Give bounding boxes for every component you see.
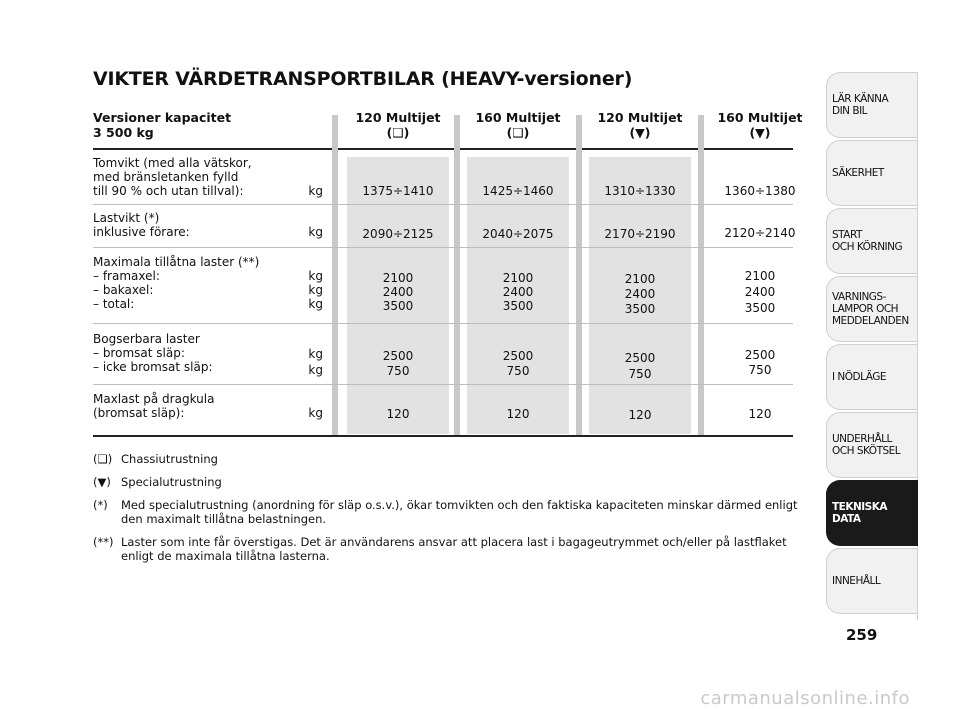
sidebar-line: VARNINGS- bbox=[832, 291, 886, 303]
value-cell: 3500 bbox=[382, 299, 414, 313]
footnote-symbol: (**) bbox=[93, 535, 114, 549]
sidebar-line: INNEHÅLL bbox=[832, 575, 881, 587]
unit-kg: kg bbox=[308, 225, 323, 239]
value-cell: 2040÷2075 bbox=[482, 227, 554, 241]
column-header-4 bbox=[705, 110, 815, 140]
column-bar-3 bbox=[576, 115, 582, 437]
unit-kg: kg bbox=[308, 283, 323, 297]
sidebar-line: TEKNISKA DATA bbox=[832, 501, 887, 525]
footnotes bbox=[93, 452, 813, 572]
footnote bbox=[93, 535, 813, 563]
column-bar-2 bbox=[454, 115, 460, 437]
column-header-name: 120 Multijet bbox=[597, 110, 683, 125]
sidebar-line: START bbox=[832, 229, 862, 241]
header-label bbox=[93, 110, 231, 140]
sidebar-item-innehall[interactable] bbox=[826, 548, 918, 614]
sidebar-line: SÄKERHET bbox=[832, 167, 884, 179]
column-header-symbol: (▼) bbox=[749, 125, 771, 140]
row-label-line: Tomvikt (med alla vätskor, bbox=[93, 156, 252, 170]
page-number: 259 bbox=[846, 626, 878, 644]
unit-kg: kg bbox=[308, 347, 323, 361]
footnote-text: Specialutrustning bbox=[121, 475, 222, 489]
column-header-2 bbox=[463, 110, 573, 140]
unit-kg: kg bbox=[308, 184, 323, 198]
row-separator bbox=[93, 247, 793, 248]
row-label-lastvikt bbox=[93, 211, 325, 239]
row-label-line: – icke bromsat släp: bbox=[93, 360, 213, 374]
column-header-name: 160 Multijet bbox=[475, 110, 561, 125]
value-cell: 120 bbox=[748, 407, 772, 421]
column-header-3 bbox=[585, 110, 695, 140]
row-label-tomvikt bbox=[93, 156, 325, 198]
footnote bbox=[93, 498, 813, 526]
sidebar-item-label bbox=[832, 167, 884, 179]
value-cell: 1375÷1410 bbox=[362, 184, 434, 198]
sidebar-item-nodlage[interactable] bbox=[826, 344, 918, 410]
header-label-line2: 3 500 kg bbox=[93, 125, 154, 140]
row-label-line: Lastvikt (*) bbox=[93, 211, 160, 225]
sidebar-item-label bbox=[832, 93, 888, 117]
unit-kg: kg bbox=[308, 269, 323, 283]
sidebar-line: LÄR KÄNNA bbox=[832, 93, 889, 105]
sidebar-line: I NÖDLÄGE bbox=[832, 371, 886, 383]
value-cell: 2500 bbox=[744, 348, 776, 362]
sidebar-item-label bbox=[832, 433, 900, 457]
column-header-symbol: (▼) bbox=[629, 125, 651, 140]
unit-kg: kg bbox=[308, 406, 323, 420]
footnote bbox=[93, 475, 813, 489]
row-label-line: – total: bbox=[93, 297, 135, 311]
row-label-line: – framaxel: bbox=[93, 269, 160, 283]
sidebar-item-lar-kanna[interactable] bbox=[826, 72, 918, 138]
row-label-maxlast bbox=[93, 255, 325, 311]
row-label-line: Maximala tillåtna laster (**) bbox=[93, 255, 260, 269]
watermark: carmanualsonline.info bbox=[700, 688, 910, 709]
row-label-line: Bogserbara laster bbox=[93, 332, 200, 346]
column-bar-1 bbox=[332, 115, 338, 437]
value-cell: 750 bbox=[506, 364, 530, 378]
value-cell: 1310÷1330 bbox=[604, 184, 676, 198]
sidebar-item-label bbox=[832, 501, 918, 525]
sidebar-line: MEDDELANDEN bbox=[832, 315, 909, 327]
sidebar-item-sakerhet[interactable] bbox=[826, 140, 918, 206]
column-header-name: 160 Multijet bbox=[717, 110, 803, 125]
sidebar-item-tekniska-data[interactable] bbox=[826, 480, 918, 546]
value-cell: 750 bbox=[628, 367, 652, 381]
value-cell: 3500 bbox=[502, 299, 534, 313]
value-cell: 120 bbox=[506, 407, 530, 421]
column-header-1 bbox=[343, 110, 453, 140]
value-cell: 750 bbox=[386, 364, 410, 378]
value-cell: 750 bbox=[748, 363, 772, 377]
value-cell: 2500 bbox=[624, 351, 656, 365]
row-label-line: med bränsletanken fylld bbox=[93, 170, 239, 184]
footnote bbox=[93, 452, 813, 466]
value-cell: 2400 bbox=[624, 287, 656, 301]
sidebar-item-varnings[interactable] bbox=[826, 276, 918, 342]
row-label-dragkula bbox=[93, 392, 325, 420]
unit-kg: kg bbox=[308, 297, 323, 311]
value-cell: 2100 bbox=[502, 271, 534, 285]
value-cell: 3500 bbox=[744, 301, 776, 315]
footnote-symbol: (▼) bbox=[93, 475, 111, 489]
row-separator bbox=[93, 384, 793, 385]
sidebar-item-label bbox=[832, 229, 902, 253]
header-rule bbox=[93, 148, 793, 150]
sidebar-item-label bbox=[832, 291, 909, 327]
column-bar-4 bbox=[698, 115, 704, 437]
sidebar-line: OCH SKÖTSEL bbox=[832, 445, 901, 457]
unit-kg: kg bbox=[308, 363, 323, 377]
row-label-line: Maxlast på dragkula bbox=[93, 392, 215, 406]
column-header-symbol: (❑) bbox=[506, 125, 530, 140]
row-separator bbox=[93, 204, 793, 205]
page-title: VIKTER VÄRDETRANSPORTBILAR (HEAVY-versioner) bbox=[93, 68, 633, 90]
footnote-text: Laster som inte får överstigas. Det är användarens ansvar att placera last i bagageutrymmet och/eller på lastflaket enligt de maximala tillåtna lasterna. bbox=[121, 535, 787, 563]
value-cell: 2500 bbox=[382, 349, 414, 363]
value-cell: 2400 bbox=[382, 285, 414, 299]
value-cell: 1360÷1380 bbox=[724, 184, 796, 198]
value-cell: 2100 bbox=[744, 269, 776, 283]
value-cell: 120 bbox=[386, 407, 410, 421]
row-separator bbox=[93, 323, 793, 324]
footnote-text: Med specialutrustning (anordning för släp o.s.v.), ökar tomvikten och den faktiska kapaciteten minskar därmed enligt den maximalt tillåtna belastningen. bbox=[121, 498, 798, 526]
sidebar-line: UNDERHÅLL bbox=[832, 433, 892, 445]
footnote-symbol: (*) bbox=[93, 498, 108, 512]
footnote-symbol: (❑) bbox=[93, 452, 113, 466]
value-cell: 2170÷2190 bbox=[604, 227, 676, 241]
column-header-name: 120 Multijet bbox=[355, 110, 441, 125]
sidebar-line: LAMPOR OCH bbox=[832, 303, 899, 315]
row-label-line: – bromsat släp: bbox=[93, 346, 185, 360]
sidebar-item-label bbox=[832, 575, 880, 587]
row-label-line: (bromsat släp): bbox=[93, 406, 185, 420]
value-cell: 2090÷2125 bbox=[362, 227, 434, 241]
sidebar-item-label bbox=[832, 371, 886, 383]
value-cell: 120 bbox=[628, 408, 652, 422]
sidebar-item-start[interactable] bbox=[826, 208, 918, 274]
footnote-text: Chassiutrustning bbox=[121, 452, 218, 466]
sidebar-item-underhall[interactable] bbox=[826, 412, 918, 478]
value-cell: 2100 bbox=[382, 271, 414, 285]
table-bottom-rule bbox=[93, 435, 793, 437]
row-label-line: till 90 % och utan tillval): bbox=[93, 184, 244, 198]
value-cell: 2120÷2140 bbox=[724, 226, 796, 240]
value-cell: 2500 bbox=[502, 349, 534, 363]
row-label-line: – bakaxel: bbox=[93, 283, 154, 297]
column-header-symbol: (❑) bbox=[386, 125, 410, 140]
row-label-line: inklusive förare: bbox=[93, 225, 190, 239]
value-cell: 2100 bbox=[624, 272, 656, 286]
value-cell: 2400 bbox=[502, 285, 534, 299]
value-cell: 2400 bbox=[744, 285, 776, 299]
sidebar-line: DIN BIL bbox=[832, 105, 868, 117]
row-label-bogser bbox=[93, 332, 325, 374]
value-cell: 3500 bbox=[624, 302, 656, 316]
value-cell: 1425÷1460 bbox=[482, 184, 554, 198]
header-label-line1: Versioner kapacitet bbox=[93, 110, 232, 125]
sidebar-line: OCH KÖRNING bbox=[832, 241, 903, 253]
